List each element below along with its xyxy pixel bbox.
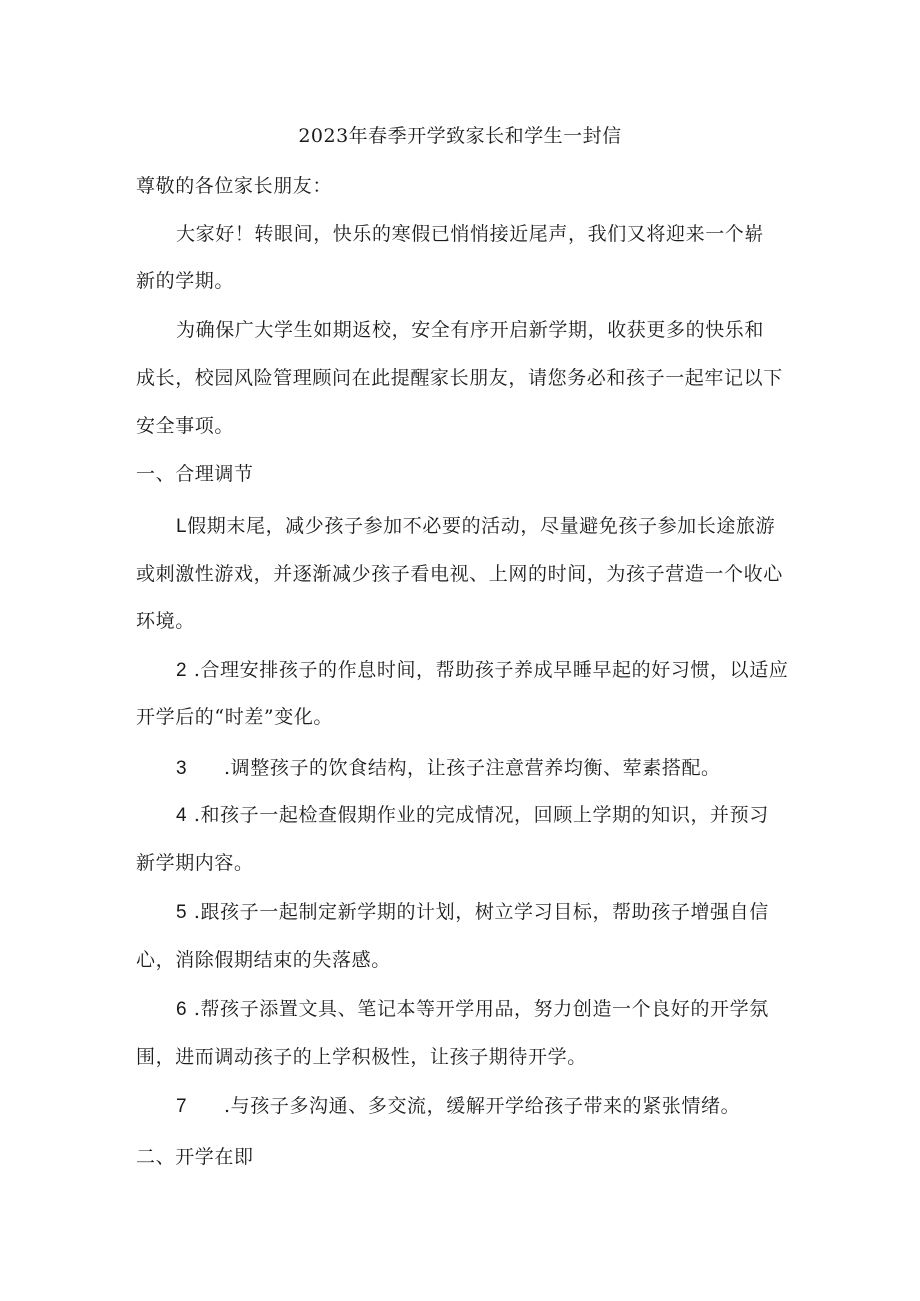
item-number: 2	[176, 660, 188, 681]
list-item	[176, 900, 769, 925]
item-text: .合理安排孩子的作息时间，帮助孩子养成早睡早起的好习惯，以适应	[193, 659, 789, 681]
item-text: .与孩子多沟通、多交流，缓解开学给孩子带来的紧张情绪。	[224, 1095, 741, 1117]
item-text: .调整孩子的饮食结构，让孩子注意营养均衡、荤素搭配。	[224, 757, 721, 779]
list-item	[176, 1094, 740, 1119]
item-text: .和孩子一起检查假期作业的完成情况，回顾上学期的知识，并预习	[193, 804, 769, 826]
greeting-line-2: 新的学期。	[136, 270, 235, 292]
item-number: 3	[176, 758, 188, 779]
section1-heading: 一、合理调节	[136, 463, 254, 485]
item-text-continued: 开学后的“时差”变化。	[136, 706, 334, 728]
list-item	[176, 756, 721, 781]
salutation: 尊敬的各位家长朋友：	[136, 175, 333, 197]
list-item	[176, 514, 775, 539]
item-text: 假期末尾，减少孩子参加不必要的活动，尽量避免孩子参加长途旅游	[187, 515, 776, 537]
document-title: 2023年春季开学致家长和学生一封信	[298, 125, 622, 147]
section2-heading: 二、开学在即	[136, 1146, 254, 1168]
intro-line-2: 成长，校园风险管理顾问在此提醒家长朋友，请您务必和孩子一起牢记以下	[136, 367, 783, 389]
item-text-continued: 新学期内容。	[136, 852, 254, 874]
intro-line-1: 为确保广大学生如期返校，安全有序开启新学期，收获更多的快乐和	[176, 319, 765, 341]
item-text: .跟孩子一起制定新学期的计划，树立学习目标，帮助孩子增强自信	[193, 901, 769, 923]
item-number: 5	[176, 902, 188, 923]
item-number: 7	[176, 1096, 188, 1117]
list-item	[176, 997, 769, 1022]
item-number: 4	[176, 805, 188, 826]
item-number: 6	[176, 999, 188, 1020]
greeting-line-1: 大家好！转眼间，快乐的寒假已悄悄接近尾声，我们又将迎来一个崭	[176, 223, 765, 245]
item-text-continued: 围，进而调动孩子的上学积极性，让孩子期待开学。	[136, 1046, 587, 1068]
item-text-continued: 心，消除假期结束的失落感。	[136, 949, 391, 971]
item-number: L	[176, 516, 188, 537]
item-text-continued: 环境。	[136, 610, 195, 632]
item-text-continued: 或刺激性游戏，并逐渐减少孩子看电视、上网的时间，为孩子营造一个收心	[136, 563, 783, 585]
item-text: .帮孩子添置文具、笔记本等开学用品，努力创造一个良好的开学氛	[193, 998, 769, 1020]
intro-line-3: 安全事项。	[136, 415, 235, 437]
list-item	[176, 803, 769, 828]
list-item	[176, 658, 788, 683]
